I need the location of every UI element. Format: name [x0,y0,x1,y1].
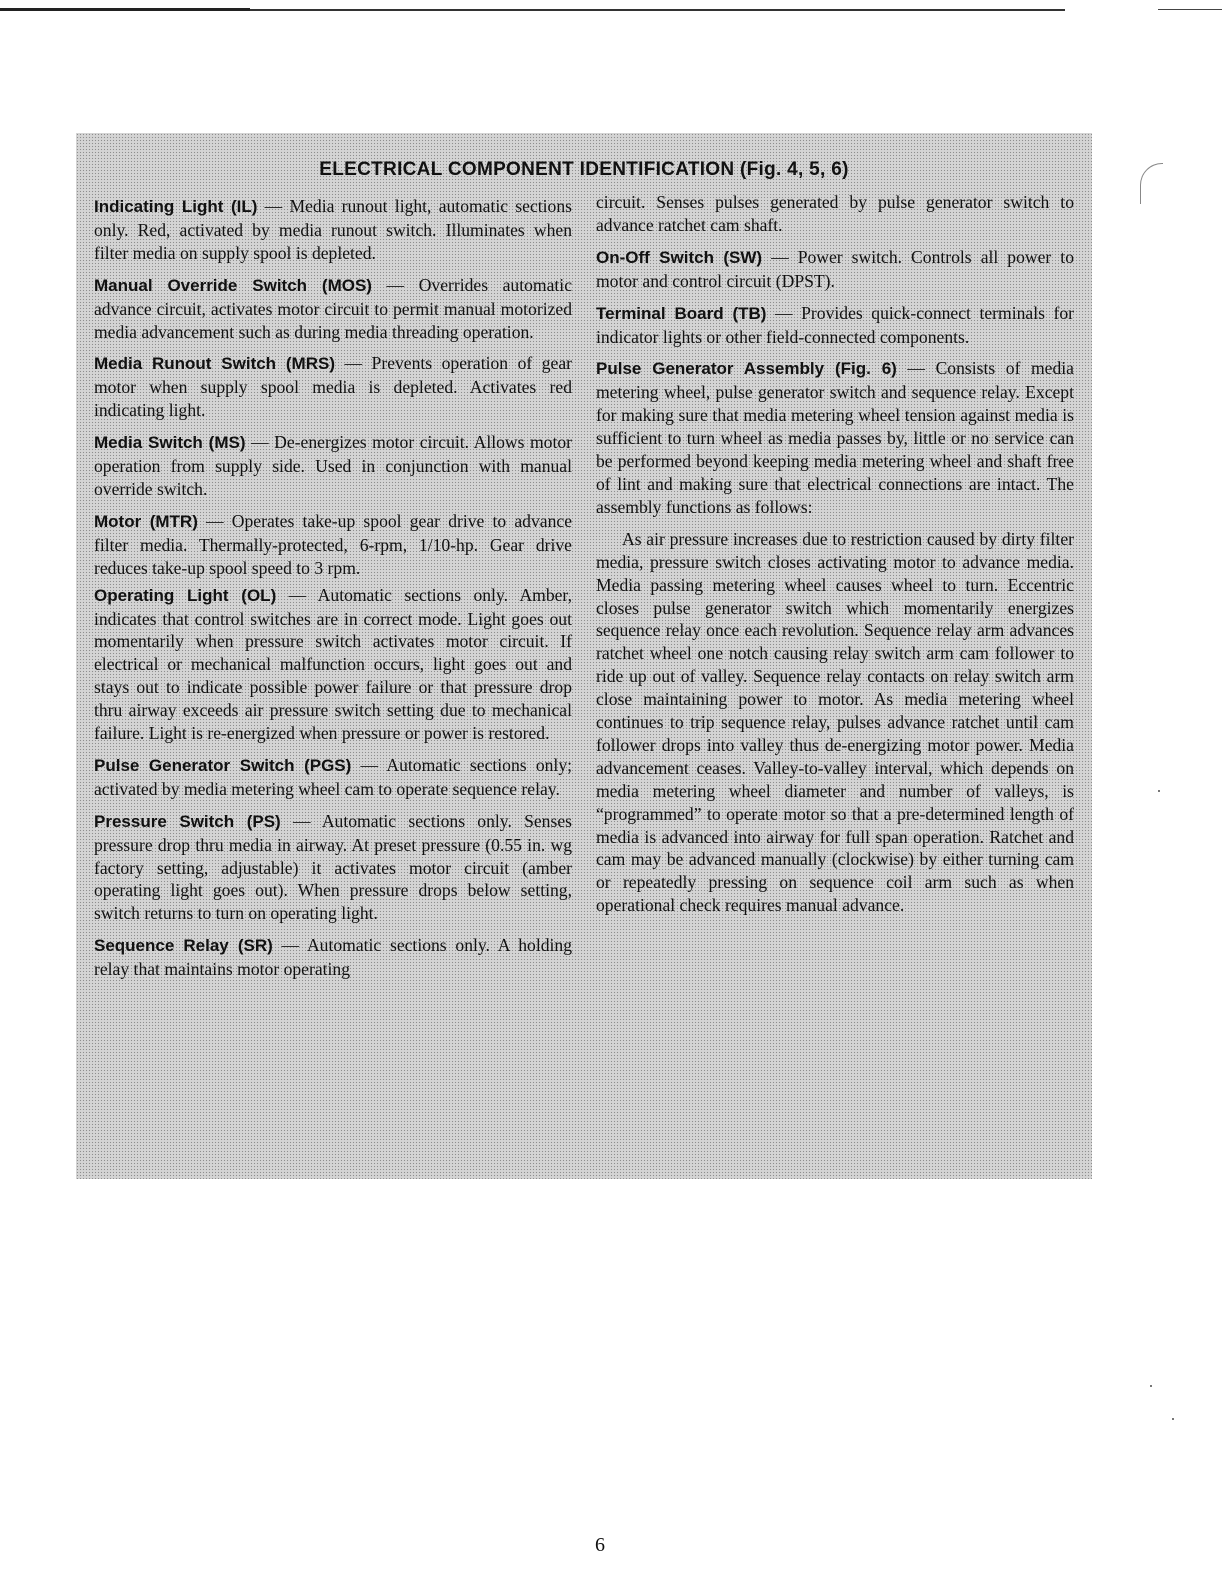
entry-term: Media Runout Switch (MRS) [94,354,335,374]
two-column-body [94,192,1075,981]
top-rule-thick [0,8,250,11]
entry-text: — Overrides automatic advance circuit, activates motor circuit to permit manual motorized media advancement such as during media threading operation. [94,274,572,342]
top-rule [250,9,1065,11]
entry-text: — Operates take-up spool gear drive to advance filter media. Thermally-protected, 6-rpm, 1/10-hp. Gear drive reduces take-up spool speed to 3 rpm. [94,510,573,578]
entry-term: Pulse Generator Assembly (Fig. 6) [596,359,897,379]
sequence-relay-continuation: circuit. Senses pulses generated by pulse generator switch to advance ratchet cam shaft. [596,192,1074,235]
entry-media-switch [94,431,572,501]
operation-paragraph: As air pressure increases due to restriction caused by dirty filter media, pressure switch closes activating motor to advance media. Media passing metering wheel causes wheel to turn. Eccentric closes pulse generator switch which momentarily energizes sequence relay once each revolution. Sequence relay arm advances ratchet wheel one notch causing relay switch arm cam follower to ride up out of valley. Sequence relay contacts on relay switch arm close maintaining power to motor. As media metering wheel continues to trip sequence relay, pulses advance ratchet until cam follower drops into valley thus de-energizing motor power. Media advancement ceases. Valley-to-valley interval, which depends on media metering wheel diameter and number of valleys, is “programmed” to operate motor so that a pre-determined length of media is advanced into airway for full span operation. Ratchet and cam may be advanced manually (clockwise) by either turning cam or repeatedly pressing on sequence coil arm such as when operational check requires manual advance. [596,528,1074,916]
entry-term: On-Off Switch (SW) [596,247,763,267]
entry-term: Operating Light (OL) [94,585,277,605]
entry-text: — Automatic sections only; activated by media metering wheel cam to operate sequence relay. [94,754,573,799]
entry-motor [94,510,572,580]
entry-media-runout-switch [94,352,572,422]
entry-on-off-switch [596,246,1074,293]
entry-term: Terminal Board (TB) [596,303,767,323]
entry-terminal-board [596,302,1074,349]
component-identification-panel [76,133,1092,1179]
entry-pulse-generator-switch [94,754,572,801]
entry-term: Manual Override Switch (MOS) [94,275,372,295]
entry-manual-override-switch [94,274,572,344]
entry-text: — Power switch. Controls all power to motor and control circuit (DPST). [596,246,1074,291]
entry-text: — Automatic sections only. Amber, indicates that control switches are in correct mode. Light goes out momentarily when pressure switch activates motor circuit. If electrical or mechanical malfunction occurs, light goes out and stays out to indicate possible power failure or that pressure drop thru airway exceeds air pressure switch setting due to mechanical failure. Light is re-energized when pressure or power is restored. [94,584,572,744]
entry-text: — Prevents operation of gear motor when supply spool media is depleted. Activates red indicating light. [94,353,572,421]
entry-term: Motor (MTR) [94,511,198,531]
scan-speck [1172,1418,1174,1420]
entry-term: Pulse Generator Switch (PGS) [94,755,352,775]
entry-term: Indicating Light (IL) [94,197,258,216]
entry-term: Sequence Relay (SR) [94,936,273,956]
panel-title: ELECTRICAL COMPONENT IDENTIFICATION (Fig. 4, 5, 6) [319,159,849,180]
margin-bracket-mark [1140,163,1163,204]
entry-text: — Automatic sections only. A holding relay that maintains motor operating [94,935,572,980]
entry-sequence-relay [94,934,572,981]
entry-pressure-switch [94,810,572,926]
entry-text: — Provides quick-connect terminals for indicator lights or other field-connected components. [596,302,1075,347]
page-number: 6 [595,1534,605,1556]
entry-text: — Media runout light, automatic sections only. Red, activated by media runout switch. Illuminates when filter media on supply spool is depleted. [94,196,572,263]
entry-term: Media Switch (MS) [94,433,246,453]
entry-text: — De-energizes motor circuit. Allows motor operation from supply side. Used in conjunction with manual override switch. [94,432,572,499]
left-column [94,195,572,981]
entry-term: Pressure Switch (PS) [94,811,281,831]
entry-text: — Consists of media metering wheel, pulse generator switch and sequence relay. Except for making sure that media metering wheel tension against media is sufficient to turn wheel as media passes by, little or no service can be performed beyond keeping media metering wheel and shaft free of lint and making sure that electrical connections are intact. The assembly functions as follows: [596,358,1074,517]
entry-text: — Automatic sections only. Senses pressure drop thru media in airway. At preset pressure (0.55 in. wg factory setting, adjustable) it activates motor circuit (amber operating light goes out). When pressure drops below setting, switch returns to turn on operating light. [94,810,572,924]
top-rule-right [1158,9,1222,10]
entry-pulse-generator-assembly [596,357,1074,518]
scan-speck [1150,1385,1152,1387]
right-column [596,191,1074,981]
entry-indicating-light [94,195,572,265]
entry-operating-light [94,584,572,745]
scan-speck [1158,790,1160,792]
